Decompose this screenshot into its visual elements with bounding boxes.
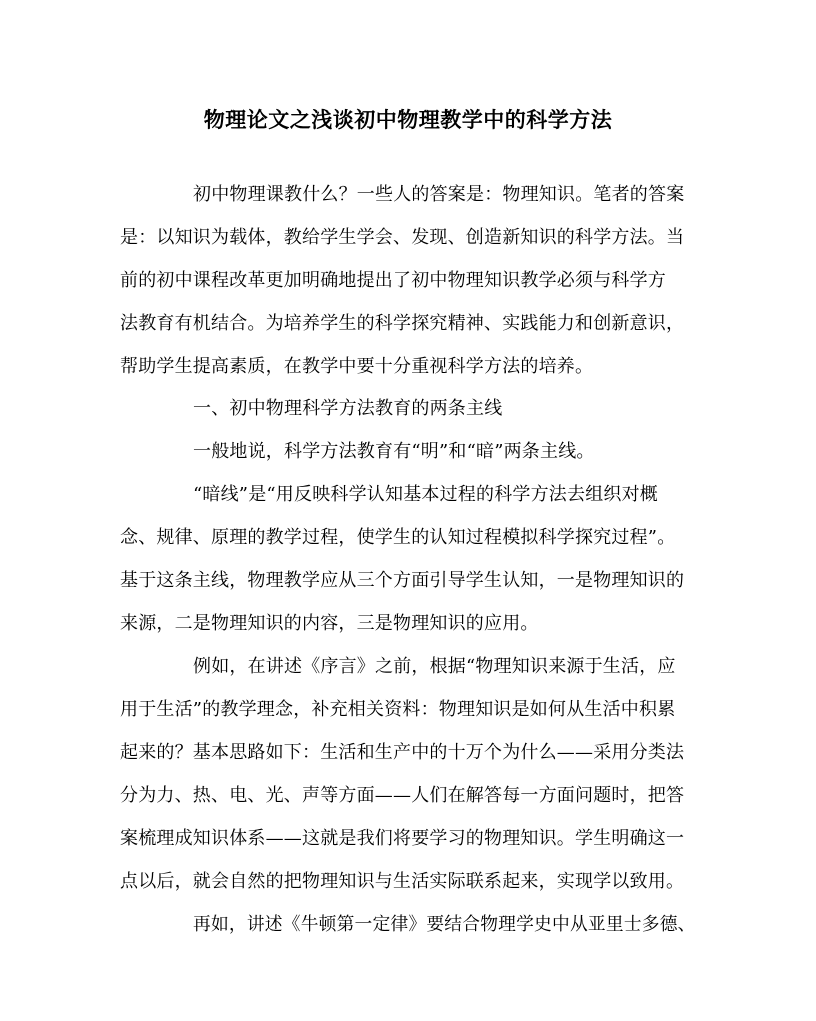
paragraph-line: 是：以知识为载体，教给学生学会、发现、创造新知识的科学方法。当 xyxy=(120,227,685,248)
paragraph-line: 用于生活”的教学理念，补充相关资料：物理知识是如何从生活中积累 xyxy=(120,699,676,720)
paragraph-line: 来源，二是物理知识的内容，三是物理知识的应用。 xyxy=(120,613,539,634)
paragraph-line: 再如，讲述《牛顿第一定律》要结合物理学史中从亚里士多德、 xyxy=(193,914,696,935)
paragraph-line: 前的初中课程改革更加明确地提出了初中物理知识教学必须与科学方 xyxy=(120,270,666,291)
paragraph-line: 点以后，就会自然的把物理知识与生活实际联系起来，实现学以致用。 xyxy=(120,871,685,892)
paragraph-line: 初中物理课教什么？一些人的答案是：物理知识。笔者的答案 xyxy=(193,184,685,205)
paragraph-line: 帮助学生提高素质，在教学中要十分重视科学方法的培养。 xyxy=(120,356,594,377)
paragraph-line: 法教育有机结合。为培养学生的科学探究精神、实践能力和创新意识， xyxy=(120,313,685,334)
document-title: 物理论文之浅谈初中物理教学中的科学方法 xyxy=(203,107,613,132)
paragraph-line: 基于这条主线，物理教学应从三个方面引导学生认知，一是物理知识的 xyxy=(120,570,685,591)
paragraph-line: “暗线”是“用反映科学认知基本过程的科学方法去组织对概 xyxy=(193,484,659,505)
section-heading: 一、初中物理科学方法教育的两条主线 xyxy=(193,398,503,419)
paragraph-line: 一般地说，科学方法教育有“明”和“暗”两条主线。 xyxy=(193,441,595,462)
paragraph-line: 起来的？基本思路如下：生活和生产中的十万个为什么——采用分类法 xyxy=(120,742,685,763)
paragraph-line: 案梳理成知识体系——这就是我们将要学习的物理知识。学生明确这一 xyxy=(120,828,685,849)
paragraph-line: 念、规律、原理的教学过程，使学生的认知过程模拟科学探究过程”。 xyxy=(120,527,676,548)
paragraph-line: 例如，在讲述《序言》之前，根据“物理知识来源于生活，应 xyxy=(193,656,676,677)
paragraph-line: 分为力、热、电、光、声等方面——人们在解答每一方面问题时，把答 xyxy=(120,785,685,806)
